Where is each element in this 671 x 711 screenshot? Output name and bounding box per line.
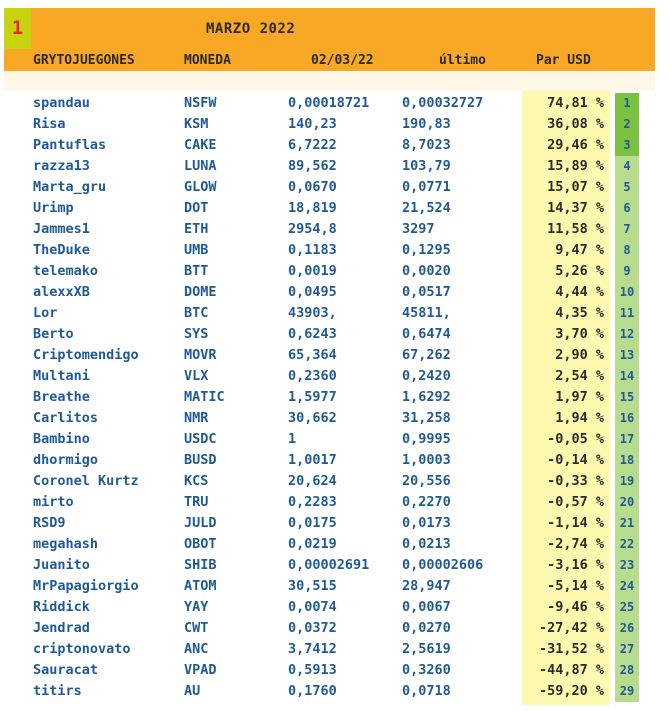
cell-last-price: 67,262	[402, 347, 451, 363]
cell-pct-change: 29,46 %	[547, 137, 604, 153]
cell-start-price: 0,1183	[288, 242, 337, 258]
cell-rank: 8	[615, 240, 639, 261]
table-row	[0, 219, 671, 240]
column-header-last: último	[439, 53, 486, 68]
table-row	[0, 114, 671, 135]
cell-last-price: 0,6474	[402, 326, 451, 342]
table-row	[0, 303, 671, 324]
cell-pct-change: 15,07 %	[547, 179, 604, 195]
table-row	[0, 513, 671, 534]
cell-coin: NMR	[184, 410, 209, 426]
cell-coin: ANC	[184, 641, 209, 657]
table-row	[0, 345, 671, 366]
cell-coin: SYS	[184, 326, 209, 342]
cell-coin: KSM	[184, 116, 209, 132]
cell-start-price: 140,23	[288, 116, 337, 132]
cell-user: Bambino	[33, 431, 90, 447]
cell-user: Risa	[33, 116, 66, 132]
cell-start-price: 0,00018721	[288, 95, 370, 111]
cell-pct-change: -0,14 %	[547, 452, 604, 468]
cell-coin: BUSD	[184, 452, 217, 468]
cell-coin: MATIC	[184, 389, 225, 405]
table-row	[0, 93, 671, 114]
cell-last-price: 0,00032727	[402, 95, 484, 111]
column-header-user: GRYTOJUEGONES	[33, 53, 135, 68]
cell-start-price: 0,00002691	[288, 557, 370, 573]
table-row	[0, 660, 671, 681]
cell-last-price: 190,83	[402, 116, 451, 132]
cell-start-price: 20,624	[288, 473, 337, 489]
cell-pct-change: 4,44 %	[555, 284, 604, 300]
cell-user: MrPapagiorgio	[33, 578, 139, 594]
cell-last-price: 20,556	[402, 473, 451, 489]
cell-user: Jammes1	[33, 221, 90, 237]
cell-rank: 12	[615, 324, 639, 345]
cell-start-price: 0,2283	[288, 494, 337, 510]
cell-coin: NSFW	[184, 95, 217, 111]
cell-user: Jendrad	[33, 620, 90, 636]
cell-rank: 26	[615, 618, 639, 639]
cell-coin: OBOT	[184, 536, 217, 552]
cell-start-price: 0,5913	[288, 662, 337, 678]
cell-rank: 11	[615, 303, 639, 324]
cell-rank: 23	[615, 555, 639, 576]
cell-user: Multani	[33, 368, 90, 384]
cell-start-price: 6,7222	[288, 137, 337, 153]
table-row	[0, 177, 671, 198]
cell-pct-change: -3,16 %	[547, 557, 604, 573]
cell-last-price: 1,0003	[402, 452, 451, 468]
cell-pct-change: -0,05 %	[547, 431, 604, 447]
cell-pct-change: 5,26 %	[555, 263, 604, 279]
cell-last-price: 0,9995	[402, 431, 451, 447]
cell-pct-change: 1,97 %	[555, 389, 604, 405]
cell-coin: BTC	[184, 305, 209, 321]
cell-user: Juanito	[33, 557, 90, 573]
cell-last-price: 0,0213	[402, 536, 451, 552]
cell-start-price: 0,0175	[288, 515, 337, 531]
cell-user: Urimp	[33, 200, 74, 216]
cell-rank: 25	[615, 597, 639, 618]
cell-start-price: 1,5977	[288, 389, 337, 405]
cell-start-price: 0,1760	[288, 683, 337, 699]
table-row	[0, 408, 671, 429]
cell-pct-change: -2,74 %	[547, 536, 604, 552]
cell-coin: SHIB	[184, 557, 217, 573]
cell-rank: 9	[615, 261, 639, 282]
cell-coin: VPAD	[184, 662, 217, 678]
table-row	[0, 240, 671, 261]
cell-pct-change: 74,81 %	[547, 95, 604, 111]
cell-user: Coronel Kurtz	[33, 473, 139, 489]
cell-last-price: 0,00002606	[402, 557, 484, 573]
cell-start-price: 1	[288, 431, 297, 447]
table-row	[0, 450, 671, 471]
table-row	[0, 324, 671, 345]
cell-rank: 27	[615, 639, 639, 660]
cell-last-price: 0,3260	[402, 662, 451, 678]
cell-pct-change: -31,52 %	[538, 641, 604, 657]
cell-coin: UMB	[184, 242, 209, 258]
cell-last-price: 31,258	[402, 410, 451, 426]
cell-last-price: 0,2270	[402, 494, 451, 510]
cell-start-price: 0,2360	[288, 368, 337, 384]
cell-pct-change: 1,94 %	[555, 410, 604, 426]
cell-user: TheDuke	[33, 242, 90, 258]
cell-rank: 13	[615, 345, 639, 366]
cell-user: razza13	[33, 158, 90, 174]
cell-last-price: 0,0020	[402, 263, 451, 279]
cell-rank: 4	[615, 156, 639, 177]
cell-coin: ATOM	[184, 578, 217, 594]
cell-pct-change: -44,87 %	[538, 662, 604, 678]
cell-pct-change: -0,33 %	[547, 473, 604, 489]
cell-start-price: 0,0495	[288, 284, 337, 300]
cell-coin: DOME	[184, 284, 217, 300]
table-row	[0, 282, 671, 303]
cell-user: titirs	[33, 683, 82, 699]
cell-rank: 18	[615, 450, 639, 471]
cell-start-price: 89,562	[288, 158, 337, 174]
cell-last-price: 1,6292	[402, 389, 451, 405]
table-row	[0, 471, 671, 492]
cell-coin: BTT	[184, 263, 209, 279]
cell-coin: VLX	[184, 368, 209, 384]
cell-rank: 10	[615, 282, 639, 303]
cell-rank: 5	[615, 177, 639, 198]
cell-rank: 6	[615, 198, 639, 219]
table-row	[0, 366, 671, 387]
table-row	[0, 492, 671, 513]
cell-rank: 3	[615, 135, 639, 156]
cell-pct-change: -27,42 %	[538, 620, 604, 636]
cell-coin: JULD	[184, 515, 217, 531]
cell-pct-change: 2,54 %	[555, 368, 604, 384]
table-row	[0, 681, 671, 702]
table-row	[0, 555, 671, 576]
cell-last-price: 28,947	[402, 578, 451, 594]
table-row	[0, 261, 671, 282]
cell-rank: 15	[615, 387, 639, 408]
cell-pct-change: 11,58 %	[547, 221, 604, 237]
cell-pct-change: -1,14 %	[547, 515, 604, 531]
cell-start-price: 0,0372	[288, 620, 337, 636]
cell-last-price: 45811,	[402, 305, 451, 321]
cell-pct-change: 4,35 %	[555, 305, 604, 321]
cell-coin: KCS	[184, 473, 209, 489]
cell-rank: 24	[615, 576, 639, 597]
cell-last-price: 0,2420	[402, 368, 451, 384]
table-row	[0, 198, 671, 219]
cell-user: criptonovato	[33, 641, 131, 657]
cell-user: Breathe	[33, 389, 90, 405]
column-header-date: 02/03/22	[311, 53, 374, 68]
cell-last-price: 8,7023	[402, 137, 451, 153]
cell-user: telemako	[33, 263, 99, 279]
cell-coin: LUNA	[184, 158, 217, 174]
cell-user: Berto	[33, 326, 74, 342]
cell-rank: 16	[615, 408, 639, 429]
cell-start-price: 0,0219	[288, 536, 337, 552]
cell-last-price: 103,79	[402, 158, 451, 174]
table-row	[0, 135, 671, 156]
cell-user: Carlitos	[33, 410, 99, 426]
cell-pct-change: 3,70 %	[555, 326, 604, 342]
cell-rank: 2	[615, 114, 639, 135]
column-header-coin: MONEDA	[184, 53, 231, 68]
cell-start-price: 0,0019	[288, 263, 337, 279]
cell-last-price: 0,0517	[402, 284, 451, 300]
cell-coin: ETH	[184, 221, 209, 237]
table-row	[0, 156, 671, 177]
cell-user: mirto	[33, 494, 74, 510]
cell-coin: CWT	[184, 620, 209, 636]
cell-start-price: 0,6243	[288, 326, 337, 342]
table-row	[0, 387, 671, 408]
cell-pct-change: -5,14 %	[547, 578, 604, 594]
cell-pct-change: 2,90 %	[555, 347, 604, 363]
table-row	[0, 429, 671, 450]
cell-coin: CAKE	[184, 137, 217, 153]
cell-coin: USDC	[184, 431, 217, 447]
cell-start-price: 1,0017	[288, 452, 337, 468]
sheet-badge: 1	[4, 8, 31, 49]
cell-pct-change: 36,08 %	[547, 116, 604, 132]
cell-user: spandau	[33, 95, 90, 111]
cell-user: megahash	[33, 536, 99, 552]
cell-rank: 7	[615, 219, 639, 240]
cell-user: Pantuflas	[33, 137, 107, 153]
cell-rank: 29	[615, 681, 639, 702]
cell-start-price: 30,515	[288, 578, 337, 594]
cell-rank: 17	[615, 429, 639, 450]
cell-start-price: 30,662	[288, 410, 337, 426]
header-spacer	[4, 71, 655, 91]
cell-last-price: 0,0270	[402, 620, 451, 636]
cell-user: RSD9	[33, 515, 66, 531]
cell-coin: GLOW	[184, 179, 217, 195]
cell-user: alexxXB	[33, 284, 90, 300]
cell-rank: 19	[615, 471, 639, 492]
cell-start-price: 18,819	[288, 200, 337, 216]
table-row	[0, 597, 671, 618]
column-header-pct: Par USD	[536, 53, 591, 68]
cell-start-price: 0,0670	[288, 179, 337, 195]
cell-pct-change: -9,46 %	[547, 599, 604, 615]
cell-rank: 28	[615, 660, 639, 681]
table-row	[0, 534, 671, 555]
cell-last-price: 2,5619	[402, 641, 451, 657]
table-row	[0, 576, 671, 597]
cell-coin: AU	[184, 683, 201, 699]
cell-user: dhormigo	[33, 452, 99, 468]
cell-last-price: 0,0067	[402, 599, 451, 615]
cell-pct-change: -59,20 %	[538, 683, 604, 699]
cell-start-price: 65,364	[288, 347, 337, 363]
cell-rank: 21	[615, 513, 639, 534]
cell-pct-change: -0,57 %	[547, 494, 604, 510]
cell-last-price: 0,0718	[402, 683, 451, 699]
cell-coin: YAY	[184, 599, 209, 615]
cell-rank: 1	[615, 93, 639, 114]
cell-start-price: 0,0074	[288, 599, 337, 615]
cell-user: Lor	[33, 305, 58, 321]
cell-start-price: 43903,	[288, 305, 337, 321]
table-row	[0, 639, 671, 660]
cell-user: Riddick	[33, 599, 90, 615]
cell-last-price: 21,524	[402, 200, 451, 216]
cell-pct-change: 15,89 %	[547, 158, 604, 174]
cell-last-price: 0,1295	[402, 242, 451, 258]
cell-pct-change: 14,37 %	[547, 200, 604, 216]
cell-rank: 20	[615, 492, 639, 513]
cell-last-price: 0,0771	[402, 179, 451, 195]
cell-rank: 14	[615, 366, 639, 387]
table-row	[0, 618, 671, 639]
cell-pct-change: 9,47 %	[555, 242, 604, 258]
cell-user: Marta_gru	[33, 179, 107, 195]
cell-coin: DOT	[184, 200, 209, 216]
cell-start-price: 3,7412	[288, 641, 337, 657]
cell-user: Sauracat	[33, 662, 99, 678]
cell-rank: 22	[615, 534, 639, 555]
page-title: MARZO 2022	[206, 21, 296, 37]
cell-last-price: 3297	[402, 221, 435, 237]
cell-last-price: 0,0173	[402, 515, 451, 531]
cell-user: Criptomendigo	[33, 347, 139, 363]
cell-coin: TRU	[184, 494, 209, 510]
cell-coin: MOVR	[184, 347, 217, 363]
cell-start-price: 2954,8	[288, 221, 337, 237]
